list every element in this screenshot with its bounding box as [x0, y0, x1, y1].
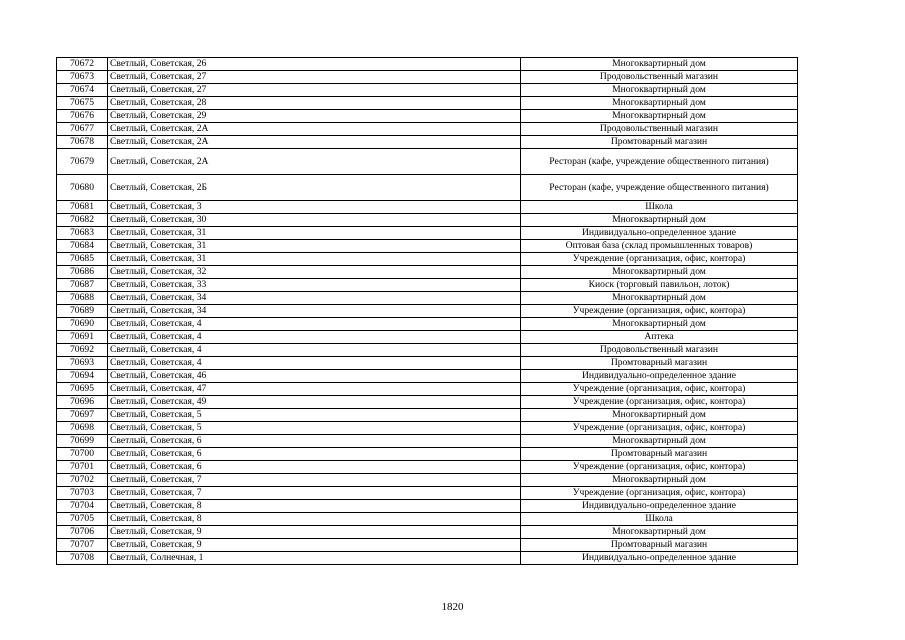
row-address-cell: Светлый, Советская, 6 — [108, 461, 521, 474]
row-address-cell: Светлый, Солнечная, 1 — [108, 552, 521, 565]
row-id-cell: 70681 — [57, 201, 108, 214]
row-id-cell: 70679 — [57, 149, 108, 175]
table-row — [57, 448, 798, 461]
row-id-cell: 70687 — [57, 279, 108, 292]
row-id-cell: 70701 — [57, 461, 108, 474]
row-type-cell: Многоквартирный дом — [521, 214, 798, 227]
row-id-cell: 70696 — [57, 396, 108, 409]
row-id-cell: 70703 — [57, 487, 108, 500]
row-id-cell: 70690 — [57, 318, 108, 331]
table-row — [57, 292, 798, 305]
row-address-cell: Светлый, Советская, 2А — [108, 149, 521, 175]
row-address-cell: Светлый, Советская, 27 — [108, 84, 521, 97]
row-type-cell: Многоквартирный дом — [521, 435, 798, 448]
table-row — [57, 370, 798, 383]
row-address-cell: Светлый, Советская, 7 — [108, 487, 521, 500]
row-id-cell: 70697 — [57, 409, 108, 422]
row-address-cell: Светлый, Советская, 4 — [108, 357, 521, 370]
page-number: 1820 — [441, 601, 464, 613]
table-row — [57, 422, 798, 435]
row-type-cell: Индивидуально-определенное здание — [521, 370, 798, 383]
row-address-cell: Светлый, Советская, 29 — [108, 110, 521, 123]
row-address-cell: Светлый, Советская, 26 — [108, 58, 521, 71]
row-type-cell: Ресторан (кафе, учреждение общественного питания) — [521, 175, 798, 201]
row-id-cell: 70676 — [57, 110, 108, 123]
row-type-cell: Многоквартирный дом — [521, 318, 798, 331]
row-address-cell: Светлый, Советская, 27 — [108, 71, 521, 84]
row-address-cell: Светлый, Советская, 2Б — [108, 175, 521, 201]
row-type-cell: Ресторан (кафе, учреждение общественного питания) — [521, 149, 798, 175]
row-address-cell: Светлый, Советская, 4 — [108, 318, 521, 331]
row-address-cell: Светлый, Советская, 33 — [108, 279, 521, 292]
row-address-cell: Светлый, Советская, 9 — [108, 539, 521, 552]
row-address-cell: Светлый, Советская, 32 — [108, 266, 521, 279]
table-row — [57, 409, 798, 422]
row-type-cell: Индивидуально-определенное здание — [521, 552, 798, 565]
row-type-cell: Учреждение (организация, офис, контора) — [521, 461, 798, 474]
table-row — [57, 526, 798, 539]
row-address-cell: Светлый, Советская, 34 — [108, 305, 521, 318]
table-row — [57, 214, 798, 227]
row-address-cell: Светлый, Советская, 5 — [108, 422, 521, 435]
row-type-cell: Киоск (торговый павильон, лоток) — [521, 279, 798, 292]
row-type-cell: Продовольственный магазин — [521, 71, 798, 84]
table-row — [57, 331, 798, 344]
row-type-cell: Оптовая база (склад промышленных товаров) — [521, 240, 798, 253]
table-row — [57, 500, 798, 513]
row-address-cell: Светлый, Советская, 2А — [108, 136, 521, 149]
row-address-cell: Светлый, Советская, 7 — [108, 474, 521, 487]
table-row — [57, 110, 798, 123]
table-row — [57, 344, 798, 357]
row-type-cell: Продовольственный магазин — [521, 344, 798, 357]
registry-table-body — [57, 58, 798, 565]
row-id-cell: 70704 — [57, 500, 108, 513]
row-type-cell: Многоквартирный дом — [521, 97, 798, 110]
row-type-cell: Многоквартирный дом — [521, 409, 798, 422]
row-address-cell: Светлый, Советская, 5 — [108, 409, 521, 422]
row-id-cell: 70691 — [57, 331, 108, 344]
row-type-cell: Промтоварный магазин — [521, 136, 798, 149]
row-id-cell: 70702 — [57, 474, 108, 487]
row-type-cell: Учреждение (организация, офис, контора) — [521, 253, 798, 266]
row-address-cell: Светлый, Советская, 34 — [108, 292, 521, 305]
row-address-cell: Светлый, Советская, 6 — [108, 448, 521, 461]
table-row — [57, 357, 798, 370]
table-row — [57, 71, 798, 84]
table-row — [57, 253, 798, 266]
row-id-cell: 70707 — [57, 539, 108, 552]
row-type-cell: Индивидуально-определенное здание — [521, 227, 798, 240]
table-row — [57, 318, 798, 331]
row-address-cell: Светлый, Советская, 3 — [108, 201, 521, 214]
row-id-cell: 70672 — [57, 58, 108, 71]
table-row — [57, 227, 798, 240]
row-id-cell: 70686 — [57, 266, 108, 279]
row-type-cell: Многоквартирный дом — [521, 266, 798, 279]
row-id-cell: 70695 — [57, 383, 108, 396]
table-row — [57, 539, 798, 552]
row-type-cell: Учреждение (организация, офис, контора) — [521, 305, 798, 318]
row-type-cell: Промтоварный магазин — [521, 357, 798, 370]
row-address-cell: Светлый, Советская, 4 — [108, 344, 521, 357]
row-address-cell: Светлый, Советская, 31 — [108, 253, 521, 266]
table-row — [57, 97, 798, 110]
table-row — [57, 240, 798, 253]
row-id-cell: 70678 — [57, 136, 108, 149]
table-row — [57, 279, 798, 292]
row-id-cell: 70699 — [57, 435, 108, 448]
row-type-cell: Учреждение (организация, офис, контора) — [521, 396, 798, 409]
row-address-cell: Светлый, Советская, 28 — [108, 97, 521, 110]
table-row — [57, 201, 798, 214]
row-type-cell: Многоквартирный дом — [521, 526, 798, 539]
table-row — [57, 123, 798, 136]
table-row — [57, 396, 798, 409]
table-row — [57, 552, 798, 565]
row-type-cell: Школа — [521, 201, 798, 214]
row-type-cell: Многоквартирный дом — [521, 292, 798, 305]
table-row — [57, 266, 798, 279]
row-type-cell: Учреждение (организация, офис, контора) — [521, 383, 798, 396]
row-address-cell: Светлый, Советская, 49 — [108, 396, 521, 409]
row-type-cell: Многоквартирный дом — [521, 84, 798, 97]
row-type-cell: Школа — [521, 513, 798, 526]
table-row — [57, 513, 798, 526]
table-row — [57, 58, 798, 71]
table-row — [57, 383, 798, 396]
row-address-cell: Светлый, Советская, 31 — [108, 240, 521, 253]
row-type-cell: Индивидуально-определенное здание — [521, 500, 798, 513]
row-id-cell: 70698 — [57, 422, 108, 435]
table-row — [57, 461, 798, 474]
row-address-cell: Светлый, Советская, 46 — [108, 370, 521, 383]
row-type-cell: Продовольственный магазин — [521, 123, 798, 136]
row-id-cell: 70677 — [57, 123, 108, 136]
table-row — [57, 149, 798, 175]
row-id-cell: 70682 — [57, 214, 108, 227]
row-address-cell: Светлый, Советская, 6 — [108, 435, 521, 448]
row-id-cell: 70692 — [57, 344, 108, 357]
row-address-cell: Светлый, Советская, 2А — [108, 123, 521, 136]
table-row — [57, 474, 798, 487]
row-address-cell: Светлый, Советская, 9 — [108, 526, 521, 539]
row-address-cell: Светлый, Советская, 47 — [108, 383, 521, 396]
registry-table — [56, 57, 798, 565]
table-row — [57, 435, 798, 448]
row-type-cell: Многоквартирный дом — [521, 474, 798, 487]
table-row — [57, 84, 798, 97]
row-address-cell: Светлый, Советская, 31 — [108, 227, 521, 240]
row-type-cell: Многоквартирный дом — [521, 110, 798, 123]
row-type-cell: Многоквартирный дом — [521, 58, 798, 71]
row-id-cell: 70689 — [57, 305, 108, 318]
row-type-cell: Учреждение (организация, офис, контора) — [521, 422, 798, 435]
row-id-cell: 70685 — [57, 253, 108, 266]
table-row — [57, 175, 798, 201]
row-id-cell: 70684 — [57, 240, 108, 253]
row-type-cell: Учреждение (организация, офис, контора) — [521, 487, 798, 500]
row-address-cell: Светлый, Советская, 8 — [108, 513, 521, 526]
row-id-cell: 70673 — [57, 71, 108, 84]
row-address-cell: Светлый, Советская, 4 — [108, 331, 521, 344]
table-row — [57, 305, 798, 318]
row-address-cell: Светлый, Советская, 8 — [108, 500, 521, 513]
row-id-cell: 70693 — [57, 357, 108, 370]
row-id-cell: 70675 — [57, 97, 108, 110]
row-type-cell: Промтоварный магазин — [521, 448, 798, 461]
row-id-cell: 70700 — [57, 448, 108, 461]
row-id-cell: 70674 — [57, 84, 108, 97]
row-id-cell: 70705 — [57, 513, 108, 526]
row-id-cell: 70683 — [57, 227, 108, 240]
row-id-cell: 70706 — [57, 526, 108, 539]
row-id-cell: 70688 — [57, 292, 108, 305]
row-id-cell: 70680 — [57, 175, 108, 201]
row-type-cell: Аптека — [521, 331, 798, 344]
row-id-cell: 70708 — [57, 552, 108, 565]
table-row — [57, 487, 798, 500]
row-id-cell: 70694 — [57, 370, 108, 383]
table-row — [57, 136, 798, 149]
row-type-cell: Промтоварный магазин — [521, 539, 798, 552]
row-address-cell: Светлый, Советская, 30 — [108, 214, 521, 227]
